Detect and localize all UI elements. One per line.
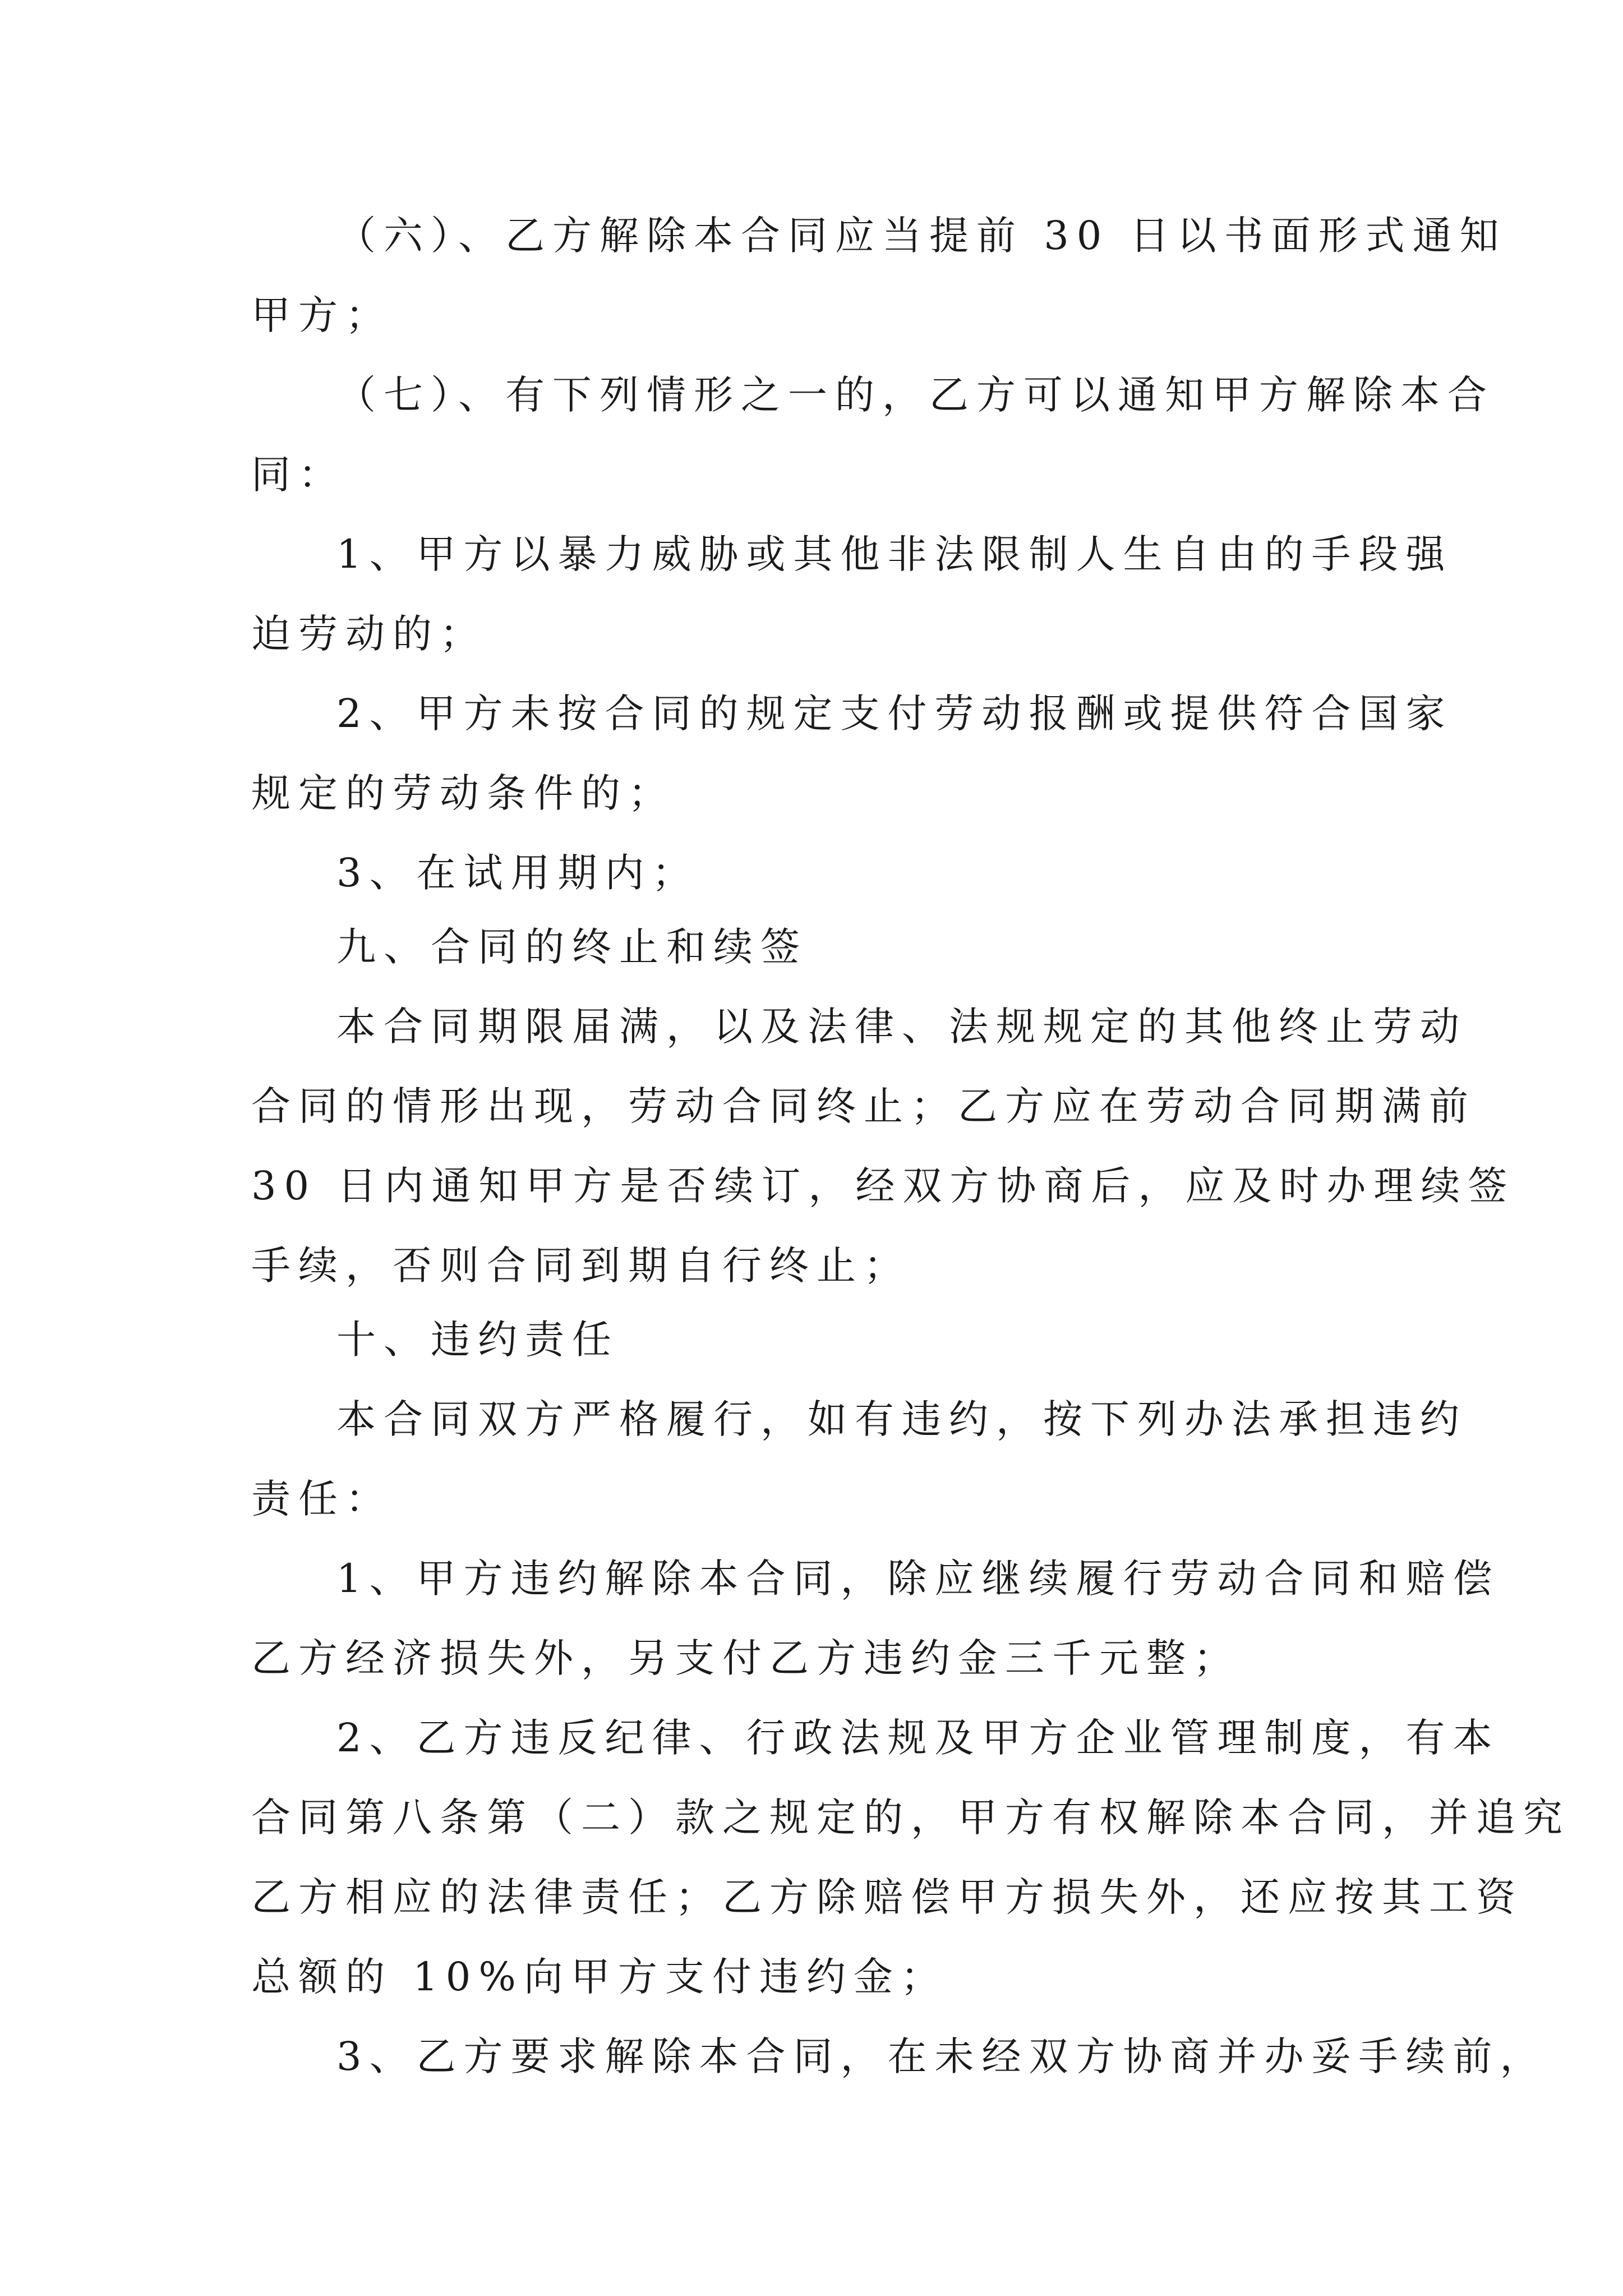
paragraph-line: （七）、有下列情形之一的，乙方可以通知甲方解除本合 — [336, 372, 1495, 418]
paragraph-line: 30 日内通知甲方是否续订，经双方协商后，应及时办理续签 — [251, 1163, 1515, 1209]
paragraph-line: 乙方相应的法律责任；乙方除赔偿甲方损失外，还应按其工资 — [251, 1874, 1523, 1920]
paragraph-line: 1、甲方以暴力威胁或其他非法限制人生自由的手段强 — [336, 531, 1453, 577]
paragraph-line: 合同的情形出现，劳动合同终止；乙方应在劳动合同期满前 — [251, 1083, 1476, 1129]
paragraph-line: 2、甲方未按合同的规定支付劳动报酬或提供符合国家 — [336, 691, 1453, 737]
paragraph-line: 乙方经济损失外，另支付乙方违约金三千元整； — [251, 1635, 1241, 1681]
paragraph-line: 同： — [251, 452, 345, 498]
paragraph-line: 甲方； — [251, 292, 393, 338]
paragraph-line: 责任： — [251, 1476, 393, 1522]
paragraph-line: 3、在试用期内； — [336, 850, 699, 896]
paragraph-line: 总额的 10%向甲方支付违约金； — [251, 1954, 948, 2000]
section-heading: 九、合同的终止和续签 — [336, 924, 808, 970]
paragraph-line: 手续，否则合同到期自行终止； — [251, 1243, 911, 1289]
paragraph-line: 本合同期限届满，以及法律、法规规定的其他终止劳动 — [336, 1004, 1467, 1050]
paragraph-line: 合同第八条第（二）款之规定的，甲方有权解除本合同，并追究 — [251, 1795, 1570, 1841]
paragraph-line: （六）、乙方解除本合同应当提前 30 日以书面形式通知 — [336, 213, 1507, 259]
paragraph-line: 迫劳动的； — [251, 611, 487, 657]
section-heading: 十、违约责任 — [336, 1317, 619, 1363]
paragraph-line: 本合同双方严格履行，如有违约，按下列办法承担违约 — [336, 1396, 1467, 1442]
paragraph-line: 3、乙方要求解除本合同，在未经双方协商并办妥手续前， — [336, 2033, 1547, 2079]
paragraph-line: 2、乙方违反纪律、行政法规及甲方企业管理制度，有本 — [336, 1715, 1500, 1761]
paragraph-line: 规定的劳动条件的； — [251, 770, 675, 816]
paragraph-line: 1、甲方违约解除本合同，除应继续履行劳动合同和赔偿 — [336, 1556, 1500, 1602]
